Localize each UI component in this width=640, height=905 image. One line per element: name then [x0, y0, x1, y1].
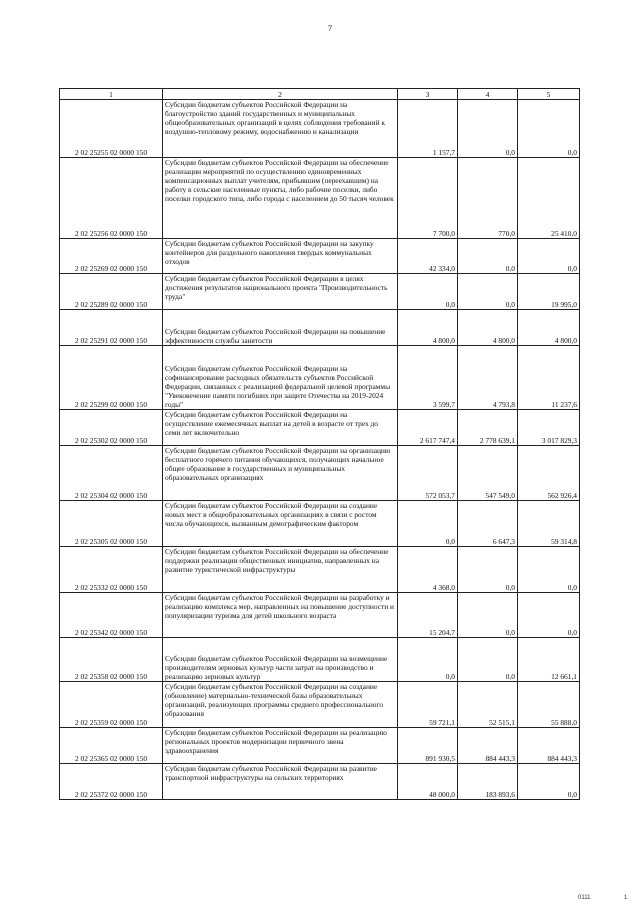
table-row — [60, 346, 580, 410]
value-col-5: 0,0 — [518, 547, 580, 593]
budget-code: 2 02 25255 02 0000 150 — [60, 100, 163, 158]
budget-code: 2 02 25302 02 0000 150 — [60, 410, 163, 446]
value-col-4: 884 443,3 — [458, 728, 518, 764]
value-col-5: 0,0 — [518, 100, 580, 158]
budget-code: 2 02 25299 02 0000 150 — [60, 346, 163, 410]
value-col-4: 0,0 — [458, 638, 518, 682]
value-col-5: 55 888,0 — [518, 682, 580, 728]
value-col-3: 2 617 747,4 — [398, 410, 458, 446]
row-description: Субсидии бюджетам субъектов Российской Федерации на разработку и реализацию комплекса мер, направленных на повышение доступности и популяризации туризма для детей школьного возраста — [163, 593, 398, 638]
value-col-4: 770,0 — [458, 158, 518, 239]
value-col-4: 0,0 — [458, 547, 518, 593]
header-col-5: 5 — [518, 89, 580, 100]
value-col-4: 547 549,0 — [458, 446, 518, 501]
table-row — [60, 728, 580, 764]
row-description: Субсидии бюджетам субъектов Российской Федерации на закупку контейнеров для раздельного накопления твердых коммунальных отходов — [163, 239, 398, 274]
table-row — [60, 764, 580, 800]
budget-table — [59, 88, 580, 800]
row-description: Субсидии бюджетам субъектов Российской Федерации на организацию бесплатного горячего питания обучающихся, получающих начальное общее образование в государственных и муниципальных образовательных организациях — [163, 446, 398, 501]
value-col-3: 4 800,0 — [398, 310, 458, 346]
value-col-4: 0,0 — [458, 593, 518, 638]
header-col-2: 2 — [163, 89, 398, 100]
footer-mark-left: 0111 — [578, 895, 591, 901]
budget-code: 2 02 25342 02 0000 150 — [60, 593, 163, 638]
value-col-4: 4 793,8 — [458, 346, 518, 410]
value-col-5: 884 443,3 — [518, 728, 580, 764]
budget-code: 2 02 25256 02 0000 150 — [60, 158, 163, 239]
value-col-3: 48 000,0 — [398, 764, 458, 800]
row-description: Субсидии бюджетам субъектов Российской Федерации на обеспечение поддержки реализации общественных инициатив, направленных на развитие туристической инфраструктуры — [163, 547, 398, 593]
header-col-4: 4 — [458, 89, 518, 100]
row-description: Субсидии бюджетам субъектов Российской Федерации в целях достижения результатов национального проекта "Производительность труда" — [163, 274, 398, 310]
table-row — [60, 410, 580, 446]
value-col-5: 4 800,0 — [518, 310, 580, 346]
row-description: Субсидии бюджетам субъектов Российской Федерации на обеспечение реализации мероприятий по осуществлению единовременных компенсационных выплат учителям, прибывшим (переехавшим) на работу в сельские населенные пункты, либо рабочие поселки, либо поселки городского типа, либо города с населением до 50 тысяч человек — [163, 158, 398, 239]
table-row — [60, 638, 580, 682]
table-row — [60, 501, 580, 547]
budget-code: 2 02 25358 02 0000 150 — [60, 638, 163, 682]
page-number: 7 — [328, 24, 332, 33]
value-col-3: 42 334,0 — [398, 239, 458, 274]
value-col-3: 59 721,1 — [398, 682, 458, 728]
value-col-4: 6 647,3 — [458, 501, 518, 547]
budget-code: 2 02 25359 02 0000 150 — [60, 682, 163, 728]
budget-code: 2 02 25289 02 0000 150 — [60, 274, 163, 310]
value-col-4: 4 800,0 — [458, 310, 518, 346]
value-col-3: 4 368,0 — [398, 547, 458, 593]
value-col-4: 52 515,1 — [458, 682, 518, 728]
footer-mark-right: 1 — [624, 895, 628, 901]
header-row — [60, 89, 580, 100]
value-col-3: 0,0 — [398, 501, 458, 547]
table-row — [60, 682, 580, 728]
value-col-5: 25 410,0 — [518, 158, 580, 239]
value-col-3: 0,0 — [398, 274, 458, 310]
value-col-5: 59 314,8 — [518, 501, 580, 547]
budget-code: 2 02 25291 02 0000 150 — [60, 310, 163, 346]
table-row — [60, 100, 580, 158]
value-col-3: 3 599,7 — [398, 346, 458, 410]
table-row — [60, 310, 580, 346]
value-col-3: 1 157,7 — [398, 100, 458, 158]
row-description: Субсидии бюджетам субъектов Российской Федерации на реализацию региональных проектов модернизации первичного звена здравоохранения — [163, 728, 398, 764]
value-col-5: 0,0 — [518, 239, 580, 274]
row-description: Субсидии бюджетам субъектов Российской Федерации на осуществление ежемесячных выплат на детей в возрасте от трех до семи лет включительно — [163, 410, 398, 446]
header-col-1: 1 — [60, 89, 163, 100]
value-col-5: 11 237,6 — [518, 346, 580, 410]
value-col-3: 0,0 — [398, 638, 458, 682]
row-description: Субсидии бюджетам субъектов Российской Федерации на благоустройство зданий государственных и муниципальных общеобразовательных организаций в целях соблюдения требований к воздушно-тепловому режиму, водоснабжению и канализации — [163, 100, 398, 158]
table-row — [60, 274, 580, 310]
row-description: Субсидии бюджетам субъектов Российской Федерации на повышение эффективности службы занятости — [163, 310, 398, 346]
value-col-5: 562 926,4 — [518, 446, 580, 501]
row-description: Субсидии бюджетам субъектов Российской Федерации на возмещение производителям зерновых культур части затрат на производство и реализацию зерновых культур — [163, 638, 398, 682]
value-col-4: 0,0 — [458, 239, 518, 274]
table-row — [60, 446, 580, 501]
row-description: Субсидии бюджетам субъектов Российской Федерации на создание новых мест в общеобразовательных организациях в связи с ростом числа обучающихся, вызванным демографическим фактором — [163, 501, 398, 547]
table-row — [60, 158, 580, 239]
budget-code: 2 02 25304 02 0000 150 — [60, 446, 163, 501]
value-col-3: 891 930,5 — [398, 728, 458, 764]
value-col-4: 2 778 639,1 — [458, 410, 518, 446]
header-col-3: 3 — [398, 89, 458, 100]
row-description: Субсидии бюджетам субъектов Российской Федерации на создание (обновление) материально-технической базы образовательных организаций, реализующих программы среднего профессионального образования — [163, 682, 398, 728]
value-col-5: 0,0 — [518, 593, 580, 638]
value-col-4: 0,0 — [458, 274, 518, 310]
row-description: Субсидии бюджетам субъектов Российской Федерации на софинансирование расходных обязательств субъектов Российской Федерации, связанных с реализацией федеральной целевой программы "Увековечение памяти погибших при защите Отечества на 2019-2024 годы" — [163, 346, 398, 410]
table-row — [60, 239, 580, 274]
budget-code: 2 02 25332 02 0000 150 — [60, 547, 163, 593]
value-col-3: 7 700,0 — [398, 158, 458, 239]
value-col-5: 0,0 — [518, 764, 580, 800]
value-col-5: 12 661,1 — [518, 638, 580, 682]
value-col-3: 15 204,7 — [398, 593, 458, 638]
budget-code: 2 02 25365 02 0000 150 — [60, 728, 163, 764]
value-col-5: 19 995,0 — [518, 274, 580, 310]
table-row — [60, 547, 580, 593]
value-col-4: 183 893,6 — [458, 764, 518, 800]
budget-code: 2 02 25305 02 0000 150 — [60, 501, 163, 547]
value-col-4: 0,0 — [458, 100, 518, 158]
row-description: Субсидии бюджетам субъектов Российской Федерации на развитие транспортной инфраструктуры на сельских территориях — [163, 764, 398, 800]
budget-code: 2 02 25269 02 0000 150 — [60, 239, 163, 274]
value-col-5: 3 017 829,3 — [518, 410, 580, 446]
value-col-3: 572 053,7 — [398, 446, 458, 501]
table-row — [60, 593, 580, 638]
budget-code: 2 02 25372 02 0000 150 — [60, 764, 163, 800]
